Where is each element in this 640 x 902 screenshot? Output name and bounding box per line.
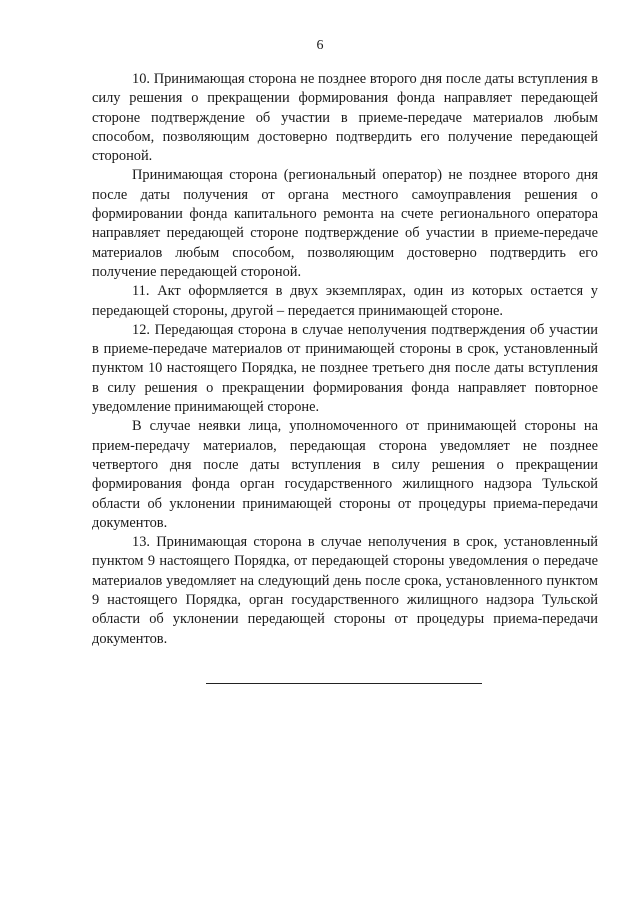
paragraph-10-regional-operator: Принимающая сторона (региональный оператор) не позднее второго дня после даты получения от органа местного самоуправления решения о формировании фонда капитального ремонта на счете регионального оператора направляет передающей стороне подтверждение об участии в приеме-передаче материалов любым способом, позволяющим достоверно подтвердить его получение передающей стороной. [92, 167, 598, 280]
document-body [92, 70, 598, 649]
end-divider-line [206, 683, 482, 684]
page-number: 6 [316, 38, 324, 53]
paragraph-11: 11. Акт оформляется в двух экземплярах, один из которых остается у передающей стороны, другой – передается принимающей стороне. [92, 283, 598, 319]
paragraph-12-no-show: В случае неявки лица, уполномоченного от принимающей стороны на прием-передачу материалов, передающая сторона уведомляет не позднее четвертого дня после даты вступления в силу решения о прекращении формирования фонда орган государственного жилищного надзора Тульской области об уклонении принимающей стороны от процедуры приема-передачи документов. [92, 418, 598, 531]
paragraph-10: 10. Принимающая сторона не позднее второго дня после даты вступления в силу решения о прекращении формирования фонда направляет передающей стороне подтверждение об участии в приеме-передаче материалов любым способом, позволяющим достоверно подтвердить его получение передающей стороной. [92, 71, 598, 165]
paragraph-13: 13. Принимающая сторона в случае неполучения в срок, установленный пунктом 9 настоящего Порядка, от передающей стороны уведомления о передаче материалов уведомляет на следующий день после срока, установленного пунктом 9 настоящего Порядка, орган государственного жилищного надзора Тульской области об уклонении передающей стороны от процедуры приема-передачи документов. [92, 534, 598, 647]
paragraph-12: 12. Передающая сторона в случае неполучения подтверждения об участии в приеме-передаче материалов от принимающей стороны в срок, установленный пунктом 10 настоящего Порядка, не позднее третьего дня после даты вступления в силу решения о прекращении формирования фонда направляет повторное уведомление принимающей стороне. [92, 321, 598, 416]
